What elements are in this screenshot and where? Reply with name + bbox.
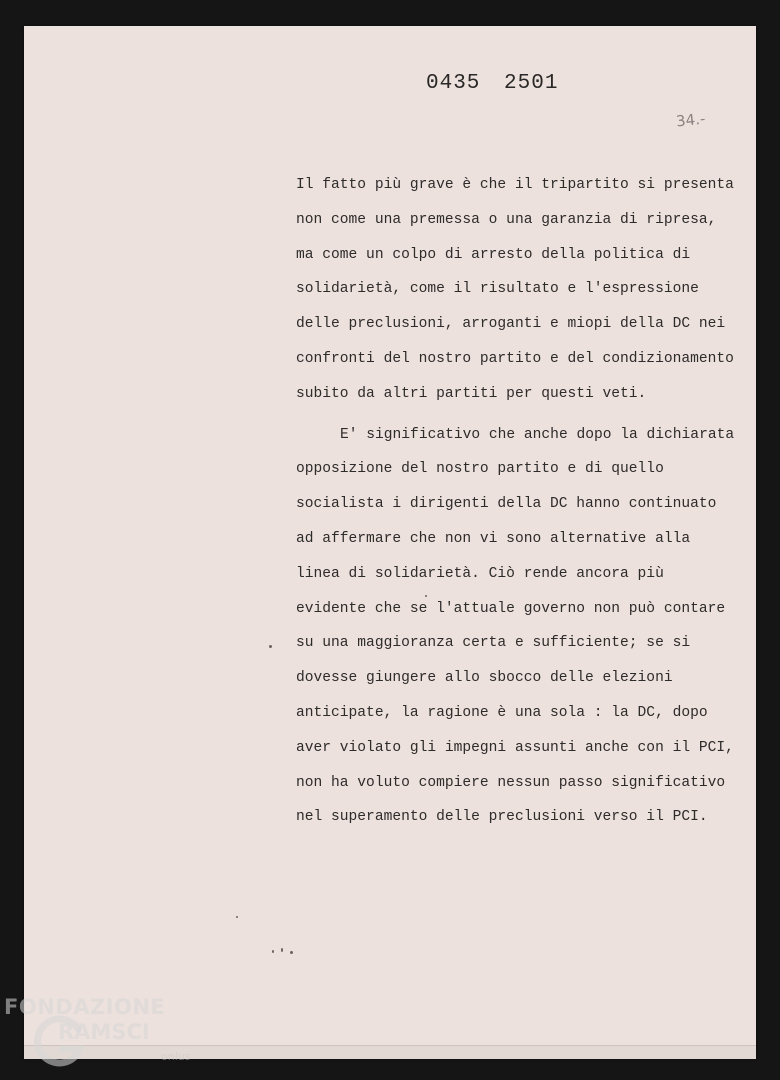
paper-speck	[281, 948, 283, 952]
paper-speck	[290, 951, 293, 954]
typed-text-body	[296, 168, 742, 835]
watermark-line1: FONDAZIONE	[4, 995, 166, 1019]
paper-speck	[272, 950, 274, 953]
paragraph: Il fatto più grave è che il tripartito si presenta non come una premessa o una garanzia di ripresa, ma come un colpo di arresto della politica di solidarietà, come il risultato e l'espressione delle preclusioni, arroganti e miopi della DC nei confronti del nostro partito e del condizionamento subito da altri partiti per questi veti.	[296, 177, 734, 402]
paragraph: E' significativo che anche dopo la dichiarata opposizione del nostro partito e di quello socialista i dirigenti della DC hanno continuato ad affermare che non vi sono alternative alla linea di solidarietà. Ciò rende ancora più evidente che se l'attuale governo non può contare su una maggioranza certa e sufficiente; se si dovesse giungere allo sbocco delle elezioni anticipate, la ragione è una sola : la DC, dopo aver violato gli impegni assunti anche con il PCI, non ha voluto compiere nessun passo significativo nel superamento delle preclusioni verso il PCI.	[296, 426, 735, 826]
handwritten-page-number: 34.-	[675, 109, 707, 131]
paper-speck	[425, 595, 427, 597]
watermark-suffix: onlus	[161, 1050, 191, 1063]
paper-speck	[269, 645, 272, 648]
paper-speck	[236, 916, 238, 918]
fondazione-gramsci-watermark	[4, 995, 204, 1075]
document-number: 0435 2501	[426, 72, 559, 95]
watermark-line2: RAMSCI	[58, 1020, 150, 1044]
